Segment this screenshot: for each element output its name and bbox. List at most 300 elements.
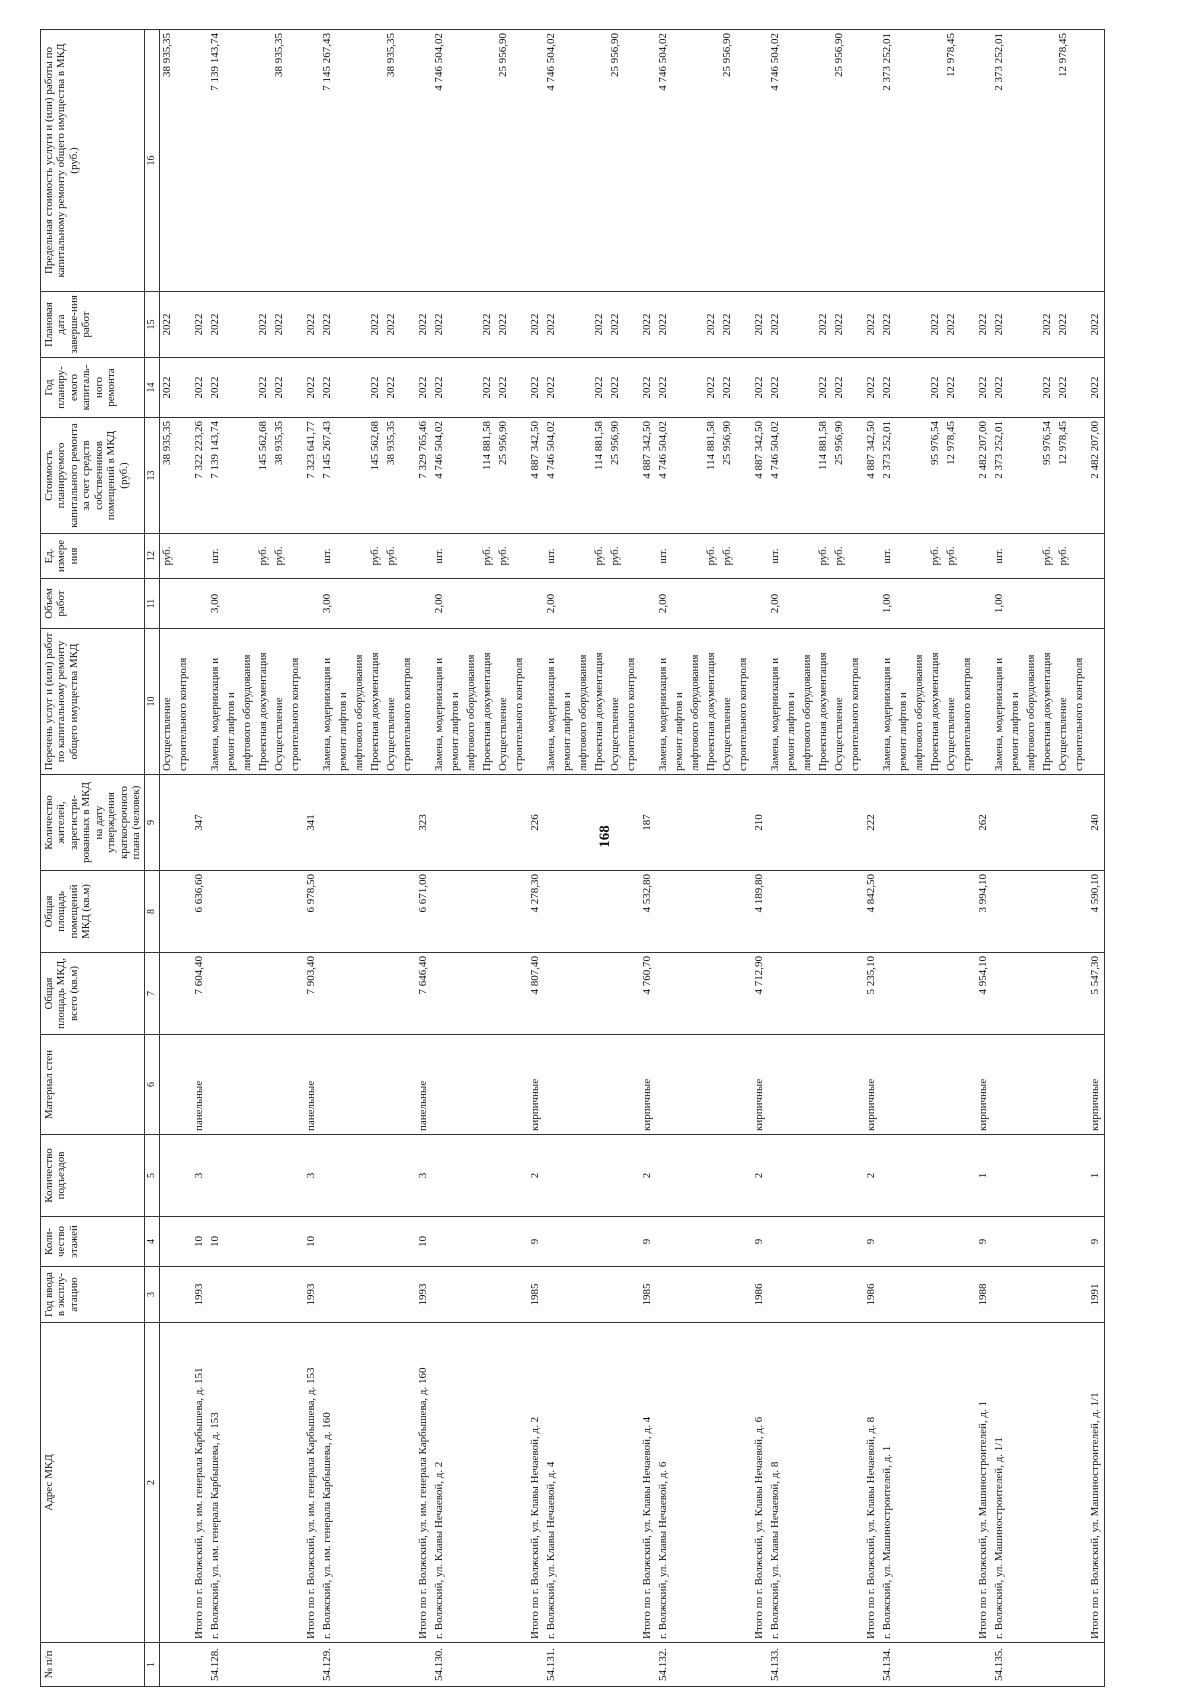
- entrances-cell: [159, 1135, 176, 1217]
- premises-area-cell: [464, 871, 480, 953]
- address-cell: [960, 1323, 976, 1643]
- completion-date-cell: [688, 292, 704, 358]
- entrances-cell: 2: [864, 1135, 880, 1217]
- total-area-cell: [960, 953, 976, 1035]
- repair-year-cell: 2022: [1056, 358, 1072, 418]
- works-list-cell: строительного контроля: [400, 629, 416, 775]
- year-built-cell: 1993: [192, 1267, 208, 1323]
- row-number-cell: [159, 1643, 176, 1687]
- unit-cell: шт.: [320, 534, 336, 579]
- completion-date-cell: 2022: [272, 292, 288, 358]
- total-area-cell: [384, 953, 400, 1035]
- completion-date-cell: 2022: [640, 292, 656, 358]
- works-list-cell: ремонт лифтов и: [896, 629, 912, 775]
- floors-cell: [496, 1217, 512, 1267]
- year-built-cell: [288, 1267, 304, 1323]
- row-number-cell: [576, 1643, 592, 1687]
- works-list-cell: Проектная документация: [1040, 629, 1056, 775]
- residents-cell: [768, 775, 784, 871]
- premises-area-cell: [1008, 871, 1024, 953]
- planned-cost-cell: 145 562,68: [368, 418, 384, 534]
- premises-area-cell: [272, 871, 288, 953]
- residents-cell: 222: [864, 775, 880, 871]
- wall-material-cell: [816, 1035, 832, 1135]
- residents-cell: 226: [528, 775, 544, 871]
- planned-cost-cell: 114 881,58: [704, 418, 720, 534]
- floors-cell: 9: [640, 1217, 656, 1267]
- column-number: 3: [145, 1267, 159, 1323]
- row-number-cell: [304, 1643, 320, 1687]
- table-row: [1072, 30, 1088, 1687]
- unit-cell: [1088, 534, 1105, 579]
- total-area-cell: [896, 953, 912, 1035]
- premises-area-cell: [608, 871, 624, 953]
- works-list-cell: [1088, 629, 1105, 775]
- premises-area-cell: [512, 871, 528, 953]
- residents-cell: [480, 775, 496, 871]
- year-built-cell: [992, 1267, 1008, 1323]
- max-cost-cell: [1088, 30, 1105, 292]
- address-cell: Итого по г. Волжский, ул. Машиностроителей, д. 1: [976, 1323, 992, 1643]
- total-area-cell: [768, 953, 784, 1035]
- residents-cell: [960, 775, 976, 871]
- total-area-cell: [176, 953, 192, 1035]
- completion-date-cell: 2022: [304, 292, 320, 358]
- header-cell: Предельная стоимость услуги и (или) работы по капитальному ремонту общего имущества в МКД (руб.): [41, 30, 145, 292]
- total-area-cell: [672, 953, 688, 1035]
- wall-material-cell: кирпичные: [528, 1035, 544, 1135]
- planned-cost-cell: 38 935,35: [159, 418, 176, 534]
- residents-cell: 323: [416, 775, 432, 871]
- work-volume-cell: [720, 579, 736, 629]
- column-number: 16: [145, 30, 159, 292]
- unit-cell: руб.: [944, 534, 960, 579]
- completion-date-cell: [800, 292, 816, 358]
- entrances-cell: [336, 1135, 352, 1217]
- residents-cell: [544, 775, 560, 871]
- completion-date-cell: [960, 292, 976, 358]
- unit-cell: [1072, 534, 1088, 579]
- premises-area-cell: [960, 871, 976, 953]
- residents-cell: [656, 775, 672, 871]
- address-cell: [1024, 1323, 1040, 1643]
- repair-year-cell: [736, 358, 752, 418]
- residents-cell: [704, 775, 720, 871]
- completion-date-cell: 2022: [528, 292, 544, 358]
- entrances-cell: [176, 1135, 192, 1217]
- entrances-cell: [1008, 1135, 1024, 1217]
- planned-cost-cell: 4 887 342,50: [752, 418, 768, 534]
- table-row: [592, 30, 608, 1687]
- completion-date-cell: 2022: [944, 292, 960, 358]
- floors-cell: 10: [192, 1217, 208, 1267]
- unit-cell: [416, 534, 432, 579]
- max-cost-cell: [448, 30, 464, 292]
- header-cell: Количество жителей, зарегистри-рованных в МКД на дату утверждения краткосрочного плана (человек): [41, 775, 145, 871]
- works-list-cell: ремонт лифтов и: [336, 629, 352, 775]
- entrances-cell: 1: [1088, 1135, 1105, 1217]
- floors-cell: 9: [976, 1217, 992, 1267]
- column-number: 13: [145, 418, 159, 534]
- wall-material-cell: кирпичные: [640, 1035, 656, 1135]
- floors-cell: [704, 1217, 720, 1267]
- repair-year-cell: 2022: [608, 358, 624, 418]
- wall-material-cell: [992, 1035, 1008, 1135]
- work-volume-cell: [1024, 579, 1040, 629]
- floors-cell: [624, 1217, 640, 1267]
- address-cell: [720, 1323, 736, 1643]
- address-cell: [480, 1323, 496, 1643]
- residents-cell: 347: [192, 775, 208, 871]
- wall-material-cell: [352, 1035, 368, 1135]
- row-number-cell: 54.128.: [208, 1643, 224, 1687]
- max-cost-cell: 38 935,35: [272, 30, 288, 292]
- max-cost-cell: 25 956,90: [496, 30, 512, 292]
- planned-cost-cell: [576, 418, 592, 534]
- max-cost-cell: [752, 30, 768, 292]
- planned-cost-cell: [784, 418, 800, 534]
- work-volume-cell: [848, 579, 864, 629]
- year-built-cell: [1056, 1267, 1072, 1323]
- table-row: [368, 30, 384, 1687]
- floors-cell: [656, 1217, 672, 1267]
- wall-material-cell: [704, 1035, 720, 1135]
- year-built-cell: 1986: [752, 1267, 768, 1323]
- year-built-cell: [688, 1267, 704, 1323]
- header-cell: Общая площадь МКД, всего (кв.м): [41, 953, 145, 1035]
- address-cell: Итого по г. Волжский, ул. Клавы Нечаевой, д. 8: [864, 1323, 880, 1643]
- address-cell: [624, 1323, 640, 1643]
- planned-cost-cell: [224, 418, 240, 534]
- header-row: [41, 30, 145, 1687]
- address-cell: [400, 1323, 416, 1643]
- wall-material-cell: [672, 1035, 688, 1135]
- entrances-cell: [624, 1135, 640, 1217]
- planned-cost-cell: [336, 418, 352, 534]
- completion-date-cell: 2022: [992, 292, 1008, 358]
- premises-area-cell: [320, 871, 336, 953]
- repair-year-cell: [672, 358, 688, 418]
- year-built-cell: [800, 1267, 816, 1323]
- table-row: [624, 30, 640, 1687]
- works-list-cell: [416, 629, 432, 775]
- year-built-cell: [384, 1267, 400, 1323]
- max-cost-cell: [928, 30, 944, 292]
- works-list-cell: строительного контроля: [512, 629, 528, 775]
- table-row: [864, 30, 880, 1687]
- row-number-cell: [848, 1643, 864, 1687]
- table-row: [704, 30, 720, 1687]
- premises-area-cell: [560, 871, 576, 953]
- entrances-cell: 2: [528, 1135, 544, 1217]
- completion-date-cell: 2022: [544, 292, 560, 358]
- residents-cell: [832, 775, 848, 871]
- table-row: [960, 30, 976, 1687]
- year-built-cell: 1985: [640, 1267, 656, 1323]
- entrances-cell: [544, 1135, 560, 1217]
- unit-cell: руб.: [272, 534, 288, 579]
- entrances-cell: [608, 1135, 624, 1217]
- planned-cost-cell: 2 482 207,00: [976, 418, 992, 534]
- row-number-cell: [480, 1643, 496, 1687]
- repair-year-cell: 2022: [816, 358, 832, 418]
- completion-date-cell: [336, 292, 352, 358]
- address-cell: [928, 1323, 944, 1643]
- row-number-cell: [912, 1643, 928, 1687]
- total-area-cell: [480, 953, 496, 1035]
- table-row: [736, 30, 752, 1687]
- wall-material-cell: [368, 1035, 384, 1135]
- total-area-cell: [912, 953, 928, 1035]
- header-cell: Ед. измере ния: [41, 534, 145, 579]
- table-row: [400, 30, 416, 1687]
- entrances-cell: [784, 1135, 800, 1217]
- header-cell: Материал стен: [41, 1035, 145, 1135]
- residents-cell: [384, 775, 400, 871]
- repair-year-cell: 2022: [368, 358, 384, 418]
- total-area-cell: [288, 953, 304, 1035]
- repair-year-cell: [560, 358, 576, 418]
- entrances-cell: [368, 1135, 384, 1217]
- unit-cell: руб.: [832, 534, 848, 579]
- residents-cell: [288, 775, 304, 871]
- year-built-cell: [464, 1267, 480, 1323]
- max-cost-cell: [816, 30, 832, 292]
- premises-area-cell: [480, 871, 496, 953]
- capital-repair-table: [40, 29, 1105, 1687]
- max-cost-cell: [464, 30, 480, 292]
- works-list-cell: лифтового оборудования: [240, 629, 256, 775]
- max-cost-cell: [224, 30, 240, 292]
- residents-cell: [208, 775, 224, 871]
- table-row: [1024, 30, 1040, 1687]
- entrances-cell: [384, 1135, 400, 1217]
- address-cell: [368, 1323, 384, 1643]
- total-area-cell: 4 712,90: [752, 953, 768, 1035]
- row-number-cell: [672, 1643, 688, 1687]
- completion-date-cell: 2022: [368, 292, 384, 358]
- year-built-cell: [1072, 1267, 1088, 1323]
- table-row: [480, 30, 496, 1687]
- repair-year-cell: 2022: [208, 358, 224, 418]
- unit-cell: руб.: [159, 534, 176, 579]
- table-row: [912, 30, 928, 1687]
- row-number-cell: [192, 1643, 208, 1687]
- completion-date-cell: 2022: [432, 292, 448, 358]
- floors-cell: [912, 1217, 928, 1267]
- row-number-cell: [384, 1643, 400, 1687]
- planned-cost-cell: 7 329 765,46: [416, 418, 432, 534]
- premises-area-cell: [400, 871, 416, 953]
- residents-cell: 262: [976, 775, 992, 871]
- premises-area-cell: 6 636,60: [192, 871, 208, 953]
- works-list-cell: лифтового оборудования: [800, 629, 816, 775]
- work-volume-cell: [352, 579, 368, 629]
- repair-year-cell: [576, 358, 592, 418]
- wall-material-cell: панельные: [416, 1035, 432, 1135]
- floors-cell: [464, 1217, 480, 1267]
- entrances-cell: 1: [976, 1135, 992, 1217]
- row-number-cell: [400, 1643, 416, 1687]
- table-row: [288, 30, 304, 1687]
- year-built-cell: [736, 1267, 752, 1323]
- completion-date-cell: [240, 292, 256, 358]
- wall-material-cell: [688, 1035, 704, 1135]
- max-cost-cell: [640, 30, 656, 292]
- works-list-cell: Осуществление: [384, 629, 400, 775]
- year-built-cell: [480, 1267, 496, 1323]
- total-area-cell: [800, 953, 816, 1035]
- row-number-cell: [592, 1643, 608, 1687]
- entrances-cell: [592, 1135, 608, 1217]
- completion-date-cell: 2022: [496, 292, 512, 358]
- row-number-cell: [352, 1643, 368, 1687]
- column-number: 6: [145, 1035, 159, 1135]
- residents-cell: [240, 775, 256, 871]
- address-cell: [560, 1323, 576, 1643]
- total-area-cell: [784, 953, 800, 1035]
- unit-cell: [528, 534, 544, 579]
- total-area-cell: [240, 953, 256, 1035]
- floors-cell: [848, 1217, 864, 1267]
- planned-cost-cell: [912, 418, 928, 534]
- unit-cell: руб.: [1056, 534, 1072, 579]
- residents-cell: [608, 775, 624, 871]
- max-cost-cell: [800, 30, 816, 292]
- planned-cost-cell: 25 956,90: [608, 418, 624, 534]
- total-area-cell: [1056, 953, 1072, 1035]
- header-cell: Количество подъездов: [41, 1135, 145, 1217]
- repair-year-cell: [848, 358, 864, 418]
- planned-cost-cell: 114 881,58: [592, 418, 608, 534]
- residents-cell: [592, 775, 608, 871]
- table-row: [336, 30, 352, 1687]
- row-number-cell: [688, 1643, 704, 1687]
- works-list-cell: [192, 629, 208, 775]
- table-row: [560, 30, 576, 1687]
- floors-cell: [1008, 1217, 1024, 1267]
- works-list-cell: лифтового оборудования: [576, 629, 592, 775]
- planned-cost-cell: 4 746 504,02: [768, 418, 784, 534]
- year-built-cell: [208, 1267, 224, 1323]
- planned-cost-cell: 4 746 504,02: [656, 418, 672, 534]
- repair-year-cell: [224, 358, 240, 418]
- entrances-cell: [352, 1135, 368, 1217]
- work-volume-cell: [1008, 579, 1024, 629]
- repair-year-cell: 2022: [544, 358, 560, 418]
- wall-material-cell: кирпичные: [976, 1035, 992, 1135]
- entrances-cell: [992, 1135, 1008, 1217]
- work-volume-cell: [384, 579, 400, 629]
- completion-date-cell: 2022: [704, 292, 720, 358]
- completion-date-cell: 2022: [816, 292, 832, 358]
- unit-cell: руб.: [928, 534, 944, 579]
- unit-cell: [960, 534, 976, 579]
- max-cost-cell: [576, 30, 592, 292]
- entrances-cell: 3: [304, 1135, 320, 1217]
- work-volume-cell: [784, 579, 800, 629]
- completion-date-cell: 2022: [720, 292, 736, 358]
- column-number: 5: [145, 1135, 159, 1217]
- floors-cell: [544, 1217, 560, 1267]
- residents-cell: [896, 775, 912, 871]
- year-built-cell: [768, 1267, 784, 1323]
- row-number-cell: [640, 1643, 656, 1687]
- wall-material-cell: кирпичные: [864, 1035, 880, 1135]
- table-row: [528, 30, 544, 1687]
- completion-date-cell: 2022: [159, 292, 176, 358]
- total-area-cell: [832, 953, 848, 1035]
- year-built-cell: [656, 1267, 672, 1323]
- unit-cell: [352, 534, 368, 579]
- planned-cost-cell: 4 887 342,50: [640, 418, 656, 534]
- premises-area-cell: [176, 871, 192, 953]
- total-area-cell: 5 235,10: [864, 953, 880, 1035]
- wall-material-cell: [176, 1035, 192, 1135]
- wall-material-cell: [880, 1035, 896, 1135]
- planned-cost-cell: [736, 418, 752, 534]
- repair-year-cell: [960, 358, 976, 418]
- works-list-cell: [864, 629, 880, 775]
- unit-cell: руб.: [592, 534, 608, 579]
- address-cell: [1056, 1323, 1072, 1643]
- premises-area-cell: [256, 871, 272, 953]
- year-built-cell: [848, 1267, 864, 1323]
- year-built-cell: [784, 1267, 800, 1323]
- max-cost-cell: [192, 30, 208, 292]
- row-number-cell: [528, 1643, 544, 1687]
- unit-cell: [864, 534, 880, 579]
- table-row: [176, 30, 192, 1687]
- table-row: [384, 30, 400, 1687]
- premises-area-cell: [928, 871, 944, 953]
- wall-material-cell: кирпичные: [752, 1035, 768, 1135]
- wall-material-cell: [1024, 1035, 1040, 1135]
- wall-material-cell: [384, 1035, 400, 1135]
- completion-date-cell: [912, 292, 928, 358]
- entrances-cell: [928, 1135, 944, 1217]
- wall-material-cell: [928, 1035, 944, 1135]
- premises-area-cell: [544, 871, 560, 953]
- floors-cell: [480, 1217, 496, 1267]
- address-cell: г. Волжский, ул. Клавы Нечаевой, д. 6: [656, 1323, 672, 1643]
- premises-area-cell: [1072, 871, 1088, 953]
- planned-cost-cell: 7 139 143,74: [208, 418, 224, 534]
- entrances-cell: [720, 1135, 736, 1217]
- table-row: [608, 30, 624, 1687]
- planned-cost-cell: [1008, 418, 1024, 534]
- work-volume-cell: [512, 579, 528, 629]
- address-cell: [224, 1323, 240, 1643]
- entrances-cell: [256, 1135, 272, 1217]
- unit-cell: [240, 534, 256, 579]
- table-row: [272, 30, 288, 1687]
- table-row: [656, 30, 672, 1687]
- premises-area-cell: [800, 871, 816, 953]
- max-cost-cell: [592, 30, 608, 292]
- planned-cost-cell: 4 887 342,50: [528, 418, 544, 534]
- unit-cell: шт.: [432, 534, 448, 579]
- total-area-cell: [496, 953, 512, 1035]
- planned-cost-cell: [448, 418, 464, 534]
- header-cell: Объем работ: [41, 579, 145, 629]
- repair-year-cell: 2022: [480, 358, 496, 418]
- address-cell: [1008, 1323, 1024, 1643]
- completion-date-cell: 2022: [1040, 292, 1056, 358]
- table-row: [896, 30, 912, 1687]
- planned-cost-cell: [512, 418, 528, 534]
- entrances-cell: [768, 1135, 784, 1217]
